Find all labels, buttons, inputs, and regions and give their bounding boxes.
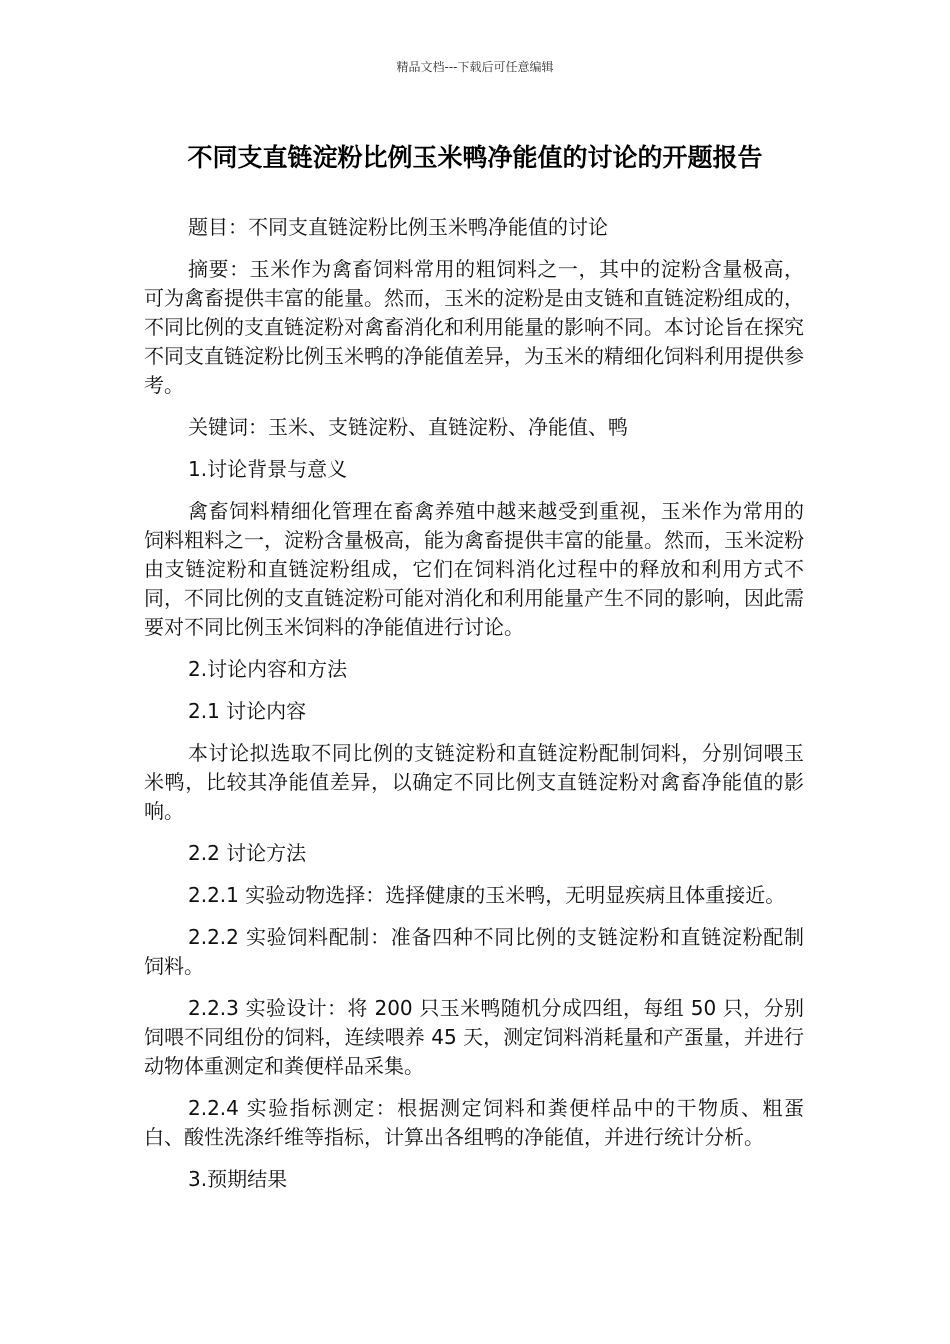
subsection-heading-2-2: 2.2 讨论方法 [188,841,307,865]
subsection-heading-2-1: 2.1 讨论内容 [188,699,307,723]
section-heading-1: 1.讨论背景与意义 [188,457,348,481]
document-title: 不同支直链淀粉比例玉米鸭净能值的讨论的开题报告 [187,143,763,172]
section-heading-2: 2.讨论内容和方法 [188,657,348,681]
method-item-2-2-1: 2.2.1 实验动物选择：选择健康的玉米鸭，无明显疾病且体重接近。 [188,883,786,907]
method-item-2-2-4: 2.2.4 实验指标测定：根据测定饲料和粪便样品中的干物质、粗蛋白、酸性洗涤纤维等指标，计算出各组鸭的净能值，并进行统计分析。 [144,1096,804,1149]
keywords-paragraph: 关键词：玉米、支链淀粉、直链淀粉、净能值、鸭 [188,415,628,439]
section-heading-3: 3.预期结果 [188,1167,288,1191]
background-paragraph: 禽畜饲料精细化管理在畜禽养殖中越来越受到重视，玉米作为常用的饲料粗料之一，淀粉含量极高，能为禽畜提供丰富的能量。然而，玉米淀粉由支链淀粉和直链淀粉组成，它们在饲料消化过程中的释放和利用方式不同，不同比例的支直链淀粉可能对消化和利用能量产生不同的影响，因此需要对不同比例玉米饲料的净能值进行讨论。 [144,499,804,639]
topic-paragraph: 题目：不同支直链淀粉比例玉米鸭净能值的讨论 [188,215,608,239]
content-paragraph: 本讨论拟选取不同比例的支链淀粉和直链淀粉配制饲料，分别饲喂玉米鸭，比较其净能值差异，以确定不同比例支直链淀粉对禽畜净能值的影响。 [144,741,804,823]
abstract-paragraph: 摘要：玉米作为禽畜饲料常用的粗饲料之一，其中的淀粉含量极高，可为禽畜提供丰富的能量。然而，玉米的淀粉是由支链和直链淀粉组成的，不同比例的支直链淀粉对禽畜消化和利用能量的影响不同。本讨论旨在探究不同支直链淀粉比例玉米鸭的净能值差异，为玉米的精细化饲料利用提供参考。 [144,257,804,397]
method-item-2-2-3: 2.2.3 实验设计：将 200 只玉米鸭随机分成四组，每组 50 只，分别饲喂不同组份的饲料，连续喂养 45 天，测定饲料消耗量和产蛋量，并进行动物体重测定和粪便样品采集。 [144,996,804,1078]
method-item-2-2-2: 2.2.2 实验饲料配制：准备四种不同比例的支链淀粉和直链淀粉配制饲料。 [144,925,804,978]
document-body [144,213,804,1207]
header-note: 精品文档---下载后可任意编辑 [396,60,554,74]
